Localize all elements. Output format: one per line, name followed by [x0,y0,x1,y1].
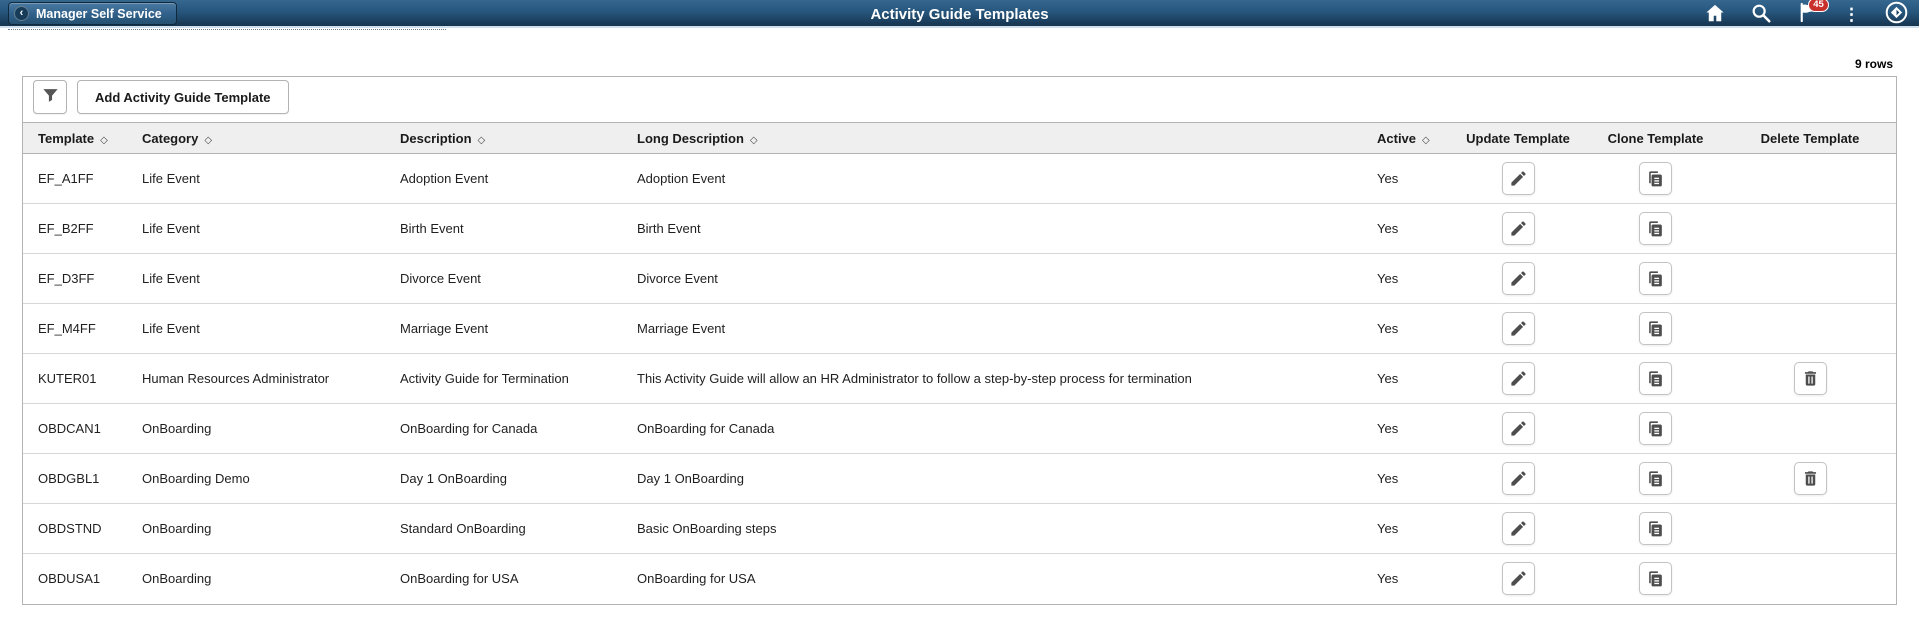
column-label: Description [400,130,472,146]
column-header-delete [1732,123,1896,154]
clone-template-button[interactable] [1639,262,1672,295]
cell-delete-template [1732,554,1896,604]
edit-icon [1509,519,1528,538]
cell-template: OBDUSA1 [38,571,101,587]
filter-button[interactable] [33,80,67,114]
cell-description: Adoption Event [400,154,637,204]
clone-icon [1646,569,1665,588]
table-row [23,554,1896,604]
cell-description: Day 1 OnBoarding [400,454,637,504]
cell-description: Marriage Event [400,304,637,354]
grid-toolbar [23,77,1896,122]
cell-clone-template [1587,254,1732,304]
column-label: Active [1377,130,1417,146]
cell-description: Divorce Event [400,254,637,304]
sort-indicator-icon: ◇ [204,134,213,146]
cell-long_description: Marriage Event [637,304,1377,354]
sort-indicator-icon: ◇ [1422,134,1430,146]
update-template-button[interactable] [1502,512,1535,545]
cell-delete-template [1732,454,1896,504]
notifications-button[interactable] [1796,0,1824,26]
delete-template-button[interactable] [1794,362,1827,395]
cell-clone-template [1587,554,1732,604]
cell-update-template [1457,304,1587,354]
cell-delete-template [1732,204,1896,254]
column-header-active[interactable] [1377,123,1457,154]
cell-update-template [1457,204,1587,254]
cell-active: Yes [1377,571,1399,587]
cell-clone-template [1587,154,1732,204]
column-header-update [1457,123,1587,154]
more-actions-button[interactable] [1843,2,1860,26]
edit-icon [1509,419,1528,438]
header-actions [1704,0,1909,28]
cell-template: KUTER01 [23,354,142,404]
page-title: Activity Guide Templates [870,5,1049,23]
cell-active: Yes [1377,304,1457,354]
cell-description: Activity Guide for Termination [400,354,637,404]
search-button[interactable] [1750,2,1772,26]
cell-clone-template [1587,504,1732,554]
update-template-button[interactable] [1502,462,1535,495]
cell-template: EF_M4FF [23,304,142,354]
cell-long_description: Adoption Event [637,154,1377,204]
navbar-icon [1884,0,1909,28]
update-template-button[interactable] [1502,312,1535,345]
column-label: Clone Template [1607,130,1704,146]
column-header-clone [1587,123,1732,154]
clone-template-button[interactable] [1639,562,1672,595]
update-template-button[interactable] [1502,212,1535,245]
table-row [23,304,1896,354]
cell-description: OnBoarding for USA [400,571,519,587]
cell-long_description: OnBoarding for Canada [637,404,1377,454]
column-header-long_description[interactable] [637,123,1377,154]
cell-template: OBDGBL1 [23,454,142,504]
notification-count-badge: 45 [1808,0,1829,12]
page-header [0,0,1919,28]
cell-active: Yes [1377,404,1457,454]
cell-delete-template [1732,404,1896,454]
clone-template-button[interactable] [1639,362,1672,395]
templates-table [23,122,1896,604]
cell-template: EF_B2FF [23,204,142,254]
focus-outline [8,29,446,30]
clone-icon [1646,419,1665,438]
clone-template-button[interactable] [1639,162,1672,195]
column-label: Update Template [1466,130,1570,146]
cell-template: OBDCAN1 [23,404,142,454]
clone-icon [1646,319,1665,338]
cell-category: Life Event [142,154,400,204]
table-row [23,404,1896,454]
column-label: Category [142,130,199,146]
clone-template-button[interactable] [1639,212,1672,245]
cell-category: OnBoarding [142,404,400,454]
clone-template-button[interactable] [1639,462,1672,495]
sort-indicator-icon: ◇ [749,134,758,146]
edit-icon [1509,269,1528,288]
cell-update-template [1457,504,1587,554]
cell-template: OBDSTND [23,504,142,554]
update-template-button[interactable] [1502,412,1535,445]
update-template-button[interactable] [1502,562,1535,595]
update-template-button[interactable] [1502,162,1535,195]
cell-category: OnBoarding [142,571,212,587]
cell-active: Yes [1377,354,1457,404]
cell-category: Life Event [142,304,400,354]
clone-icon [1646,519,1665,538]
cell-category: Life Event [142,254,400,304]
cell-update-template [1457,154,1587,204]
edit-icon [1509,319,1528,338]
back-button-label: Manager Self Service [36,6,162,21]
cell-clone-template [1587,404,1732,454]
cell-active: Yes [1377,454,1457,504]
edit-icon [1509,169,1528,188]
clone-template-button[interactable] [1639,512,1672,545]
cell-update-template [1457,254,1587,304]
cell-delete-template [1732,254,1896,304]
cell-description: Standard OnBoarding [400,504,637,554]
cell-update-template [1457,404,1587,454]
home-icon [1704,2,1726,27]
table-row [23,504,1896,554]
home-button[interactable] [1704,2,1726,26]
cell-long_description: Birth Event [637,204,1377,254]
column-header-template[interactable] [23,123,142,154]
edit-icon [1509,219,1528,238]
cell-template: EF_D3FF [23,254,142,304]
cell-clone-template [1587,204,1732,254]
update-template-button[interactable] [1502,362,1535,395]
trash-icon [1801,369,1820,388]
column-label: Delete Template [1760,130,1860,146]
grid-row-count: 9 rows [1854,57,1893,71]
clone-icon [1646,169,1665,188]
cell-delete-template [1732,354,1896,404]
chevron-left-icon: ‹ [14,6,29,21]
clone-icon [1646,269,1665,288]
cell-category: OnBoarding Demo [142,454,400,504]
cell-category: Life Event [142,204,400,254]
table-row [23,354,1896,404]
cell-update-template [1457,354,1587,404]
cell-delete-template [1732,504,1896,554]
clone-template-button[interactable] [1639,412,1672,445]
sort-indicator-icon: ◇ [477,134,486,146]
column-label: Long Description [637,130,744,146]
cell-category: OnBoarding [142,504,400,554]
cell-long_description: Basic OnBoarding steps [637,504,1377,554]
add-activity-guide-template-button[interactable]: Add Activity Guide Template [77,80,289,114]
cell-clone-template [1587,454,1732,504]
cell-active: Yes [1377,204,1457,254]
column-header-category[interactable] [142,123,400,154]
cell-template: EF_A1FF [23,154,142,204]
edit-icon [1509,469,1528,488]
column-header-description[interactable] [400,123,637,154]
cell-long_description: OnBoarding for USA [637,571,756,587]
clone-icon [1646,369,1665,388]
cell-description: OnBoarding for Canada [400,404,637,454]
cell-delete-template [1732,304,1896,354]
activity-guide-templates-grid [22,76,1897,605]
clone-template-button[interactable] [1639,312,1672,345]
edit-icon [1509,369,1528,388]
more-actions-icon: ⋮ [1843,4,1860,24]
cell-clone-template [1587,354,1732,404]
cell-update-template [1457,554,1587,604]
funnel-filter-icon [41,86,60,108]
cell-description: Birth Event [400,204,637,254]
cell-active: Yes [1377,504,1457,554]
clone-icon [1646,219,1665,238]
cell-category: Human Resources Administrator [142,354,400,404]
cell-long_description: This Activity Guide will allow an HR Administrator to follow a step-by-step process for termination [637,354,1377,404]
table-header-row [23,123,1896,154]
clone-icon [1646,469,1665,488]
cell-long_description: Divorce Event [637,254,1377,304]
table-row [23,154,1896,204]
cell-delete-template [1732,154,1896,204]
navbar-button[interactable] [1884,2,1909,26]
edit-icon [1509,569,1528,588]
cell-long_description: Day 1 OnBoarding [637,454,1377,504]
sort-indicator-icon: ◇ [100,134,108,146]
table-row [23,204,1896,254]
column-label: Template [38,130,95,146]
table-row [23,454,1896,504]
trash-icon [1801,469,1820,488]
cell-active: Yes [1377,254,1457,304]
cell-clone-template [1587,304,1732,354]
table-row [23,254,1896,304]
update-template-button[interactable] [1502,262,1535,295]
cell-active: Yes [1377,154,1457,204]
search-icon [1750,2,1772,27]
delete-template-button[interactable] [1794,462,1827,495]
back-button[interactable] [8,2,177,25]
cell-update-template [1457,454,1587,504]
